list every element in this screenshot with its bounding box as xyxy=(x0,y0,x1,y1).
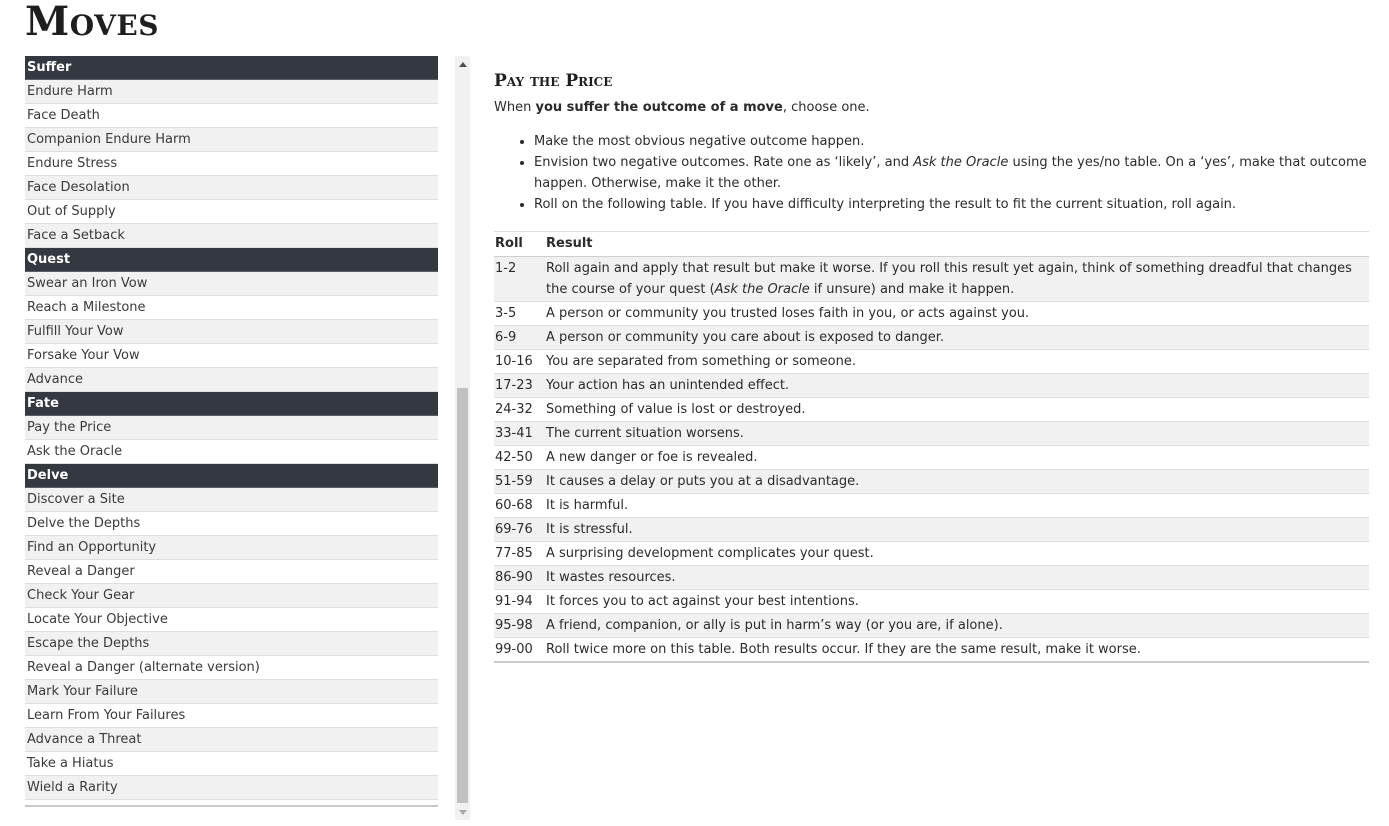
text-segment: It causes a delay or puts you at a disadvantage. xyxy=(546,474,860,489)
intro-suffix: , choose one. xyxy=(782,100,870,115)
move-title: Pay the Price xyxy=(494,71,613,91)
outcome-table-body xyxy=(494,257,1369,663)
table-row xyxy=(494,494,1369,518)
table-row xyxy=(494,614,1369,638)
result-text xyxy=(545,614,1369,638)
intro-prefix: When xyxy=(494,100,536,115)
sidebar-item-move[interactable]: Reach a Milestone xyxy=(25,296,438,320)
text-segment: if unsure) and make it happen. xyxy=(809,282,1015,297)
table-row xyxy=(494,518,1369,542)
sidebar-item-move[interactable]: Wield a Rarity xyxy=(25,776,438,800)
sidebar-item-move[interactable]: Learn From Your Failures xyxy=(25,704,438,728)
sidebar-item-move[interactable]: Reveal a Danger xyxy=(25,560,438,584)
text-segment: It is harmful. xyxy=(546,498,629,513)
triangle-down-icon xyxy=(459,810,467,815)
sidebar-item-move[interactable]: Out of Supply xyxy=(25,200,438,224)
category-header: Suffer xyxy=(25,56,438,80)
text-segment: Roll twice more on this table. Both results occur. If they are the same result, make it worse. xyxy=(546,642,1141,657)
sidebar-item-move[interactable]: Face Death xyxy=(25,104,438,128)
option-item xyxy=(534,131,1369,152)
roll-range: 60-68 xyxy=(494,494,545,518)
table-row xyxy=(494,374,1369,398)
text-segment: A new danger or foe is revealed. xyxy=(546,450,758,465)
scroll-up-button[interactable] xyxy=(455,56,470,72)
result-text xyxy=(545,566,1369,590)
sidebar-item-move[interactable]: Face Desolation xyxy=(25,176,438,200)
result-text xyxy=(545,542,1369,566)
text-segment: Roll on the following table. If you have difficulty interpreting the result to fit the current situation, roll again. xyxy=(534,197,1237,212)
text-segment: It forces you to act against your best intentions. xyxy=(546,594,859,609)
result-text xyxy=(545,494,1369,518)
text-segment: The current situation worsens. xyxy=(546,426,744,441)
result-text xyxy=(545,398,1369,422)
result-text xyxy=(545,326,1369,350)
sidebar-scrollbar[interactable] xyxy=(455,56,470,820)
roll-range: 42-50 xyxy=(494,446,545,470)
sidebar-item-move[interactable]: Advance a Threat xyxy=(25,728,438,752)
sidebar-item-move[interactable]: Companion Endure Harm xyxy=(25,128,438,152)
text-segment: Something of value is lost or destroyed. xyxy=(546,402,806,417)
sidebar-item-move[interactable]: Forsake Your Vow xyxy=(25,344,438,368)
category-header: Quest xyxy=(25,248,438,272)
text-segment: A surprising development complicates your quest. xyxy=(546,546,874,561)
oracle-reference: Ask the Oracle xyxy=(913,155,1009,170)
triangle-up-icon xyxy=(459,62,467,67)
sidebar-item-move[interactable]: Delve the Depths xyxy=(25,512,438,536)
roll-range: 10-16 xyxy=(494,350,545,374)
table-row xyxy=(494,398,1369,422)
table-row xyxy=(494,326,1369,350)
table-row xyxy=(494,470,1369,494)
table-row xyxy=(494,590,1369,614)
roll-range: 95-98 xyxy=(494,614,545,638)
text-segment: using the yes/no table. On a ‘yes’, make that outcome happen. Otherwise, make it the other. xyxy=(534,155,1367,191)
roll-range: 69-76 xyxy=(494,518,545,542)
text-segment: Roll again and apply that result but make it worse. If you roll this result yet again, think of something dreadful that changes the course of your quest ( xyxy=(546,261,1352,297)
moves-list xyxy=(25,56,438,807)
page-title: Moves xyxy=(25,0,159,45)
table-row xyxy=(494,638,1369,663)
result-text xyxy=(545,446,1369,470)
sidebar-item-move[interactable]: Take a Hiatus xyxy=(25,752,438,776)
sidebar-item-move[interactable]: Endure Harm xyxy=(25,80,438,104)
text-segment: It wastes resources. xyxy=(546,570,676,585)
text-segment: Your action has an unintended effect. xyxy=(546,378,790,393)
result-text xyxy=(545,422,1369,446)
text-segment: A friend, companion, or ally is put in harm’s way (or you are, if alone). xyxy=(546,618,1003,633)
sidebar-item-move[interactable]: Escape the Depths xyxy=(25,632,438,656)
table-row xyxy=(494,422,1369,446)
scroll-thumb[interactable] xyxy=(457,388,468,803)
roll-range: 51-59 xyxy=(494,470,545,494)
result-column-header: Result xyxy=(545,232,1369,257)
result-text xyxy=(545,350,1369,374)
intro-trigger: you suffer the outcome of a move xyxy=(535,100,783,115)
text-segment: A person or community you trusted loses faith in you, or acts against you. xyxy=(546,306,1030,321)
text-segment: It is stressful. xyxy=(546,522,633,537)
category-header: Delve xyxy=(25,464,438,488)
option-item xyxy=(534,152,1369,194)
roll-range: 3-5 xyxy=(494,302,545,326)
roll-range: 77-85 xyxy=(494,542,545,566)
outcome-table xyxy=(494,231,1369,663)
roll-column-header: Roll xyxy=(494,232,545,257)
sidebar-item-move[interactable]: Discover a Site xyxy=(25,488,438,512)
text-segment: Envision two negative outcomes. Rate one as ‘likely’, and xyxy=(534,155,914,170)
result-text xyxy=(545,302,1369,326)
sidebar-item-move[interactable]: Ask the Oracle xyxy=(25,440,438,464)
result-text xyxy=(545,590,1369,614)
roll-range: 91-94 xyxy=(494,590,545,614)
scroll-down-button[interactable] xyxy=(455,804,470,820)
sidebar-item-move[interactable]: Locate Your Objective xyxy=(25,608,438,632)
sidebar-item-move[interactable]: Endure Stress xyxy=(25,152,438,176)
table-header-row xyxy=(494,232,1369,257)
text-segment: You are separated from something or someone. xyxy=(546,354,856,369)
roll-range: 99-00 xyxy=(494,638,545,663)
result-text xyxy=(545,257,1369,302)
roll-range: 6-9 xyxy=(494,326,545,350)
table-row xyxy=(494,257,1369,302)
roll-range: 24-32 xyxy=(494,398,545,422)
result-text xyxy=(545,518,1369,542)
sidebar-item-move[interactable]: Fulfill Your Vow xyxy=(25,320,438,344)
table-row xyxy=(494,566,1369,590)
result-text xyxy=(545,374,1369,398)
sidebar-item-move[interactable]: Reveal a Danger (alternate version) xyxy=(25,656,438,680)
sidebar-item-move[interactable]: Check Your Gear xyxy=(25,584,438,608)
table-row xyxy=(494,446,1369,470)
category-header: Fate xyxy=(25,392,438,416)
oracle-reference: Ask the Oracle xyxy=(714,282,810,297)
roll-range: 86-90 xyxy=(494,566,545,590)
move-options-list xyxy=(494,131,1369,215)
sidebar-item-move[interactable]: Find an Opportunity xyxy=(25,536,438,560)
roll-range: 17-23 xyxy=(494,374,545,398)
roll-range: 1-2 xyxy=(494,257,545,302)
move-trigger-text xyxy=(494,99,1369,117)
sidebar-item-move[interactable]: Advance xyxy=(25,368,438,392)
result-text xyxy=(545,470,1369,494)
option-item xyxy=(534,194,1369,215)
roll-range: 33-41 xyxy=(494,422,545,446)
move-detail xyxy=(494,68,1369,663)
sidebar-item-move[interactable]: Mark Your Failure xyxy=(25,680,438,704)
table-row xyxy=(494,302,1369,326)
sidebar-item-move[interactable]: Swear an Iron Vow xyxy=(25,272,438,296)
table-row xyxy=(494,350,1369,374)
text-segment: A person or community you care about is exposed to danger. xyxy=(546,330,945,345)
text-segment: Make the most obvious negative outcome happen. xyxy=(534,134,865,149)
sidebar-item-move[interactable]: Pay the Price xyxy=(25,416,438,440)
result-text xyxy=(545,638,1369,663)
table-row xyxy=(494,542,1369,566)
sidebar-item-move[interactable]: Face a Setback xyxy=(25,224,438,248)
